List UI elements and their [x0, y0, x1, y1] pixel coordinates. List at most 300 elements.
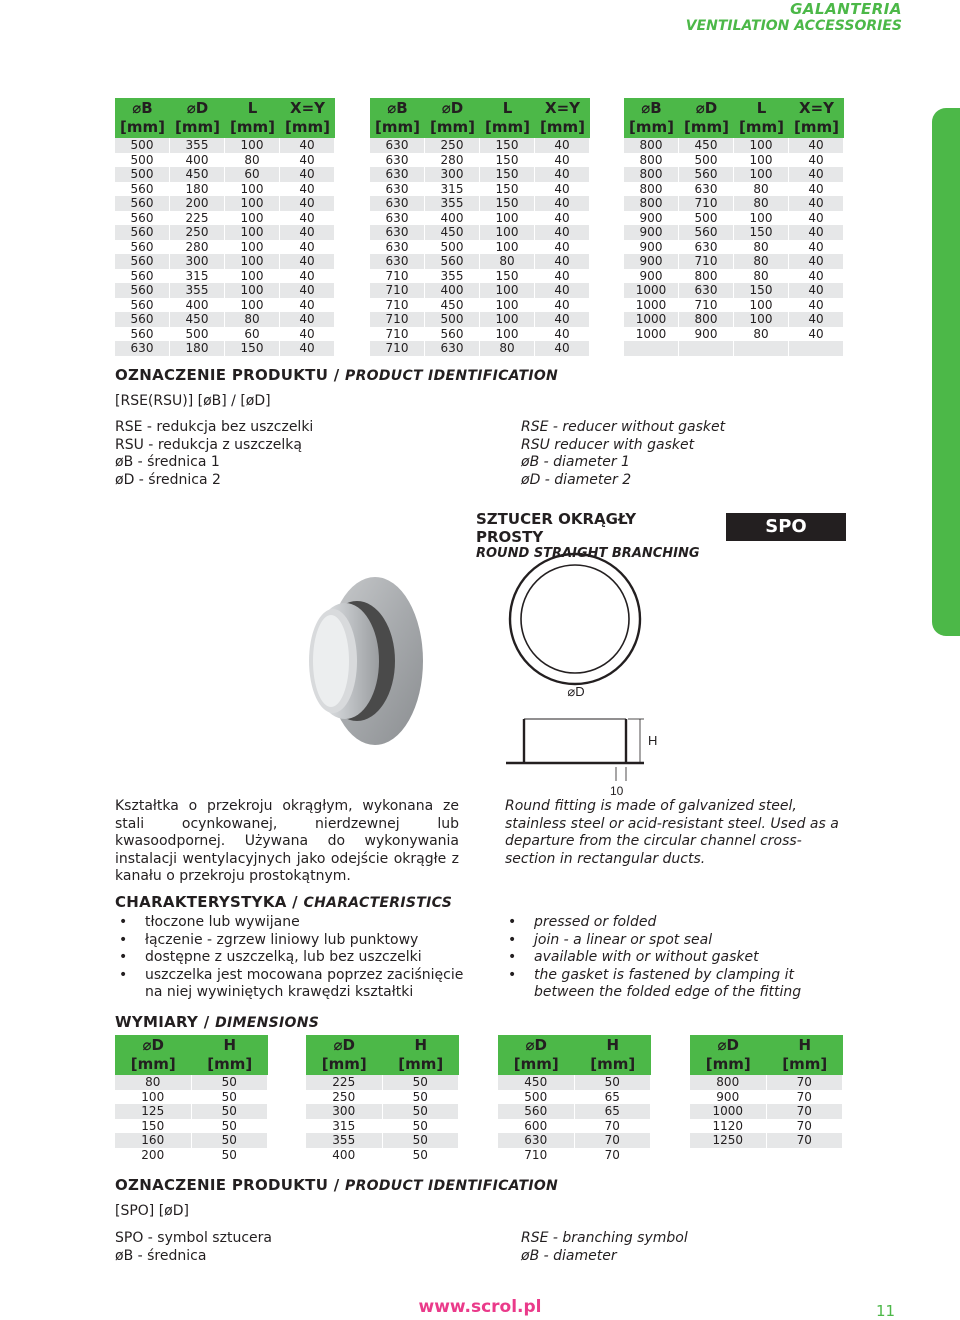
table-cell: 800	[679, 269, 734, 284]
table-cell: 450	[425, 225, 480, 240]
table-cell: 70	[767, 1104, 844, 1119]
char-title	[115, 893, 452, 911]
table-cell: 560	[425, 327, 480, 342]
table-row	[370, 138, 590, 153]
table-row	[498, 1104, 651, 1119]
char-list-en	[504, 914, 854, 1002]
table-cell: 40	[789, 167, 844, 182]
table-cell: 40	[789, 196, 844, 211]
table-cell: 280	[425, 153, 480, 168]
table-cell: 80	[734, 327, 789, 342]
table-cell: 40	[280, 153, 335, 168]
table-cell: 50	[383, 1090, 460, 1105]
rse-col-header: X=Y [mm]	[280, 98, 335, 138]
table-cell: 100	[225, 211, 280, 226]
spo-title-en: ROUND STRAIGHT BRANCHING	[476, 546, 700, 561]
table-row	[370, 312, 590, 327]
table-cell: 800	[624, 167, 679, 182]
table-row	[115, 1075, 268, 1090]
spo-id-pl-line: øB - średnica	[115, 1247, 207, 1264]
table-cell: 100	[734, 298, 789, 313]
table-cell: 630	[115, 341, 170, 356]
table-cell: 630	[370, 138, 425, 153]
table-row	[306, 1119, 459, 1134]
table-row	[370, 254, 590, 269]
table-cell: 450	[170, 167, 225, 182]
table-row	[690, 1119, 843, 1134]
table-cell: 250	[425, 138, 480, 153]
spo-id-en-list	[521, 1230, 688, 1265]
table-cell: 40	[280, 327, 335, 342]
table-cell: 100	[225, 254, 280, 269]
table-row	[690, 1133, 843, 1148]
table-row	[624, 138, 844, 153]
table-cell	[789, 341, 844, 356]
table-cell: 710	[370, 283, 425, 298]
rse-id-title	[115, 366, 558, 384]
table-cell: 65	[575, 1104, 652, 1119]
table-row	[115, 327, 335, 342]
table-row	[498, 1133, 651, 1148]
table-cell: 180	[170, 341, 225, 356]
table-cell: 560	[115, 312, 170, 327]
table-row	[370, 153, 590, 168]
table-row	[370, 341, 590, 356]
table-cell: 710	[370, 341, 425, 356]
table-cell: 560	[115, 269, 170, 284]
table-cell: 150	[480, 167, 535, 182]
table-cell: 125	[115, 1104, 192, 1119]
table-row	[624, 269, 844, 284]
table-cell: 40	[535, 182, 590, 197]
table-cell: 630	[370, 254, 425, 269]
table-cell: 300	[170, 254, 225, 269]
table-cell: 150	[115, 1119, 192, 1134]
rse-col-header: ⌀B [mm]	[370, 98, 425, 138]
table-cell: 150	[480, 269, 535, 284]
table-cell: 100	[225, 283, 280, 298]
char-item-en: • join - a linear or spot seal	[504, 932, 854, 950]
table-cell: 40	[789, 298, 844, 313]
char-list-pl	[115, 914, 465, 1002]
table-cell: 710	[370, 312, 425, 327]
table-row	[115, 283, 335, 298]
table-cell: 50	[192, 1119, 269, 1134]
table-cell: 280	[170, 240, 225, 255]
table-row	[624, 211, 844, 226]
table-cell: 150	[480, 138, 535, 153]
table-cell: 710	[370, 327, 425, 342]
table-cell: 80	[734, 269, 789, 284]
table-cell: 100	[115, 1090, 192, 1105]
table-row	[624, 196, 844, 211]
table-cell: 100	[225, 240, 280, 255]
rse-id-en-line: RSU reducer with gasket	[521, 436, 695, 453]
rse-col-header: ⌀D [mm]	[170, 98, 225, 138]
dim-col-header: H [mm]	[767, 1035, 844, 1075]
table-cell: 40	[789, 312, 844, 327]
table-cell	[624, 341, 679, 356]
table-cell: 100	[734, 312, 789, 327]
table-row	[115, 1148, 268, 1163]
table-cell: 300	[425, 167, 480, 182]
table-cell: 400	[306, 1148, 383, 1163]
table-cell: 70	[767, 1090, 844, 1105]
table-cell: 560	[115, 240, 170, 255]
table-cell: 40	[535, 269, 590, 284]
table-cell: 630	[425, 341, 480, 356]
table-row	[115, 167, 335, 182]
table-row	[370, 225, 590, 240]
table-row	[115, 269, 335, 284]
table-row	[115, 312, 335, 327]
table-cell: 40	[280, 254, 335, 269]
table-row	[115, 138, 335, 153]
table-row	[370, 167, 590, 182]
char-item-en: • the gasket is fastened by clamping it between the folded edge of the fitting	[504, 967, 854, 1002]
spo-id-title-en: PRODUCT IDENTIFICATION	[345, 1178, 559, 1194]
rse-id-title-en: PRODUCT IDENTIFICATION	[345, 368, 559, 384]
char-item-pl: • dostępne z uszczelką, lub bez uszczelki	[115, 949, 465, 967]
table-cell: 900	[624, 211, 679, 226]
table-cell: 900	[624, 225, 679, 240]
table-cell: 100	[225, 298, 280, 313]
table-row	[498, 1075, 651, 1090]
table-cell: 200	[170, 196, 225, 211]
table-cell: 800	[624, 153, 679, 168]
spo-code-badge: SPO	[726, 513, 846, 541]
table-cell: 500	[115, 167, 170, 182]
rse-table-2	[370, 98, 590, 356]
table-cell: 1000	[624, 298, 679, 313]
table-cell: 40	[280, 167, 335, 182]
table-cell: 80	[734, 240, 789, 255]
spo-id-pl-list	[115, 1230, 272, 1265]
table-cell: 50	[192, 1148, 269, 1163]
rse-col-header: ⌀D [mm]	[679, 98, 734, 138]
table-cell: 560	[115, 182, 170, 197]
table-row	[624, 283, 844, 298]
outer-circle	[510, 554, 640, 684]
table-cell: 40	[280, 341, 335, 356]
table-cell: 560	[679, 225, 734, 240]
table-row	[624, 167, 844, 182]
brand-title: GALANTERIA	[790, 0, 902, 18]
table-cell: 40	[280, 138, 335, 153]
table-cell: 40	[535, 196, 590, 211]
table-cell: 100	[225, 269, 280, 284]
table-cell: 80	[225, 312, 280, 327]
table-cell: 40	[535, 138, 590, 153]
table-cell: 40	[789, 269, 844, 284]
table-cell: 630	[370, 225, 425, 240]
spo-product-photo	[295, 576, 425, 746]
table-cell: 900	[624, 254, 679, 269]
table-cell: 100	[734, 211, 789, 226]
table-cell: 100	[480, 211, 535, 226]
table-row	[624, 225, 844, 240]
table-cell: 560	[115, 211, 170, 226]
table-cell: 315	[170, 269, 225, 284]
table-row	[115, 1090, 268, 1105]
dim-table-2	[306, 1035, 459, 1162]
side-tab	[932, 108, 960, 636]
table-row	[115, 225, 335, 240]
table-cell: 40	[535, 240, 590, 255]
rse-col-header: L [mm]	[480, 98, 535, 138]
table-cell: 355	[170, 138, 225, 153]
table-cell: 50	[575, 1075, 652, 1090]
rse-id-pl-line: øD - średnica 2	[115, 471, 221, 488]
table-row	[498, 1119, 651, 1134]
table-cell: 1120	[690, 1119, 767, 1134]
inner-circle	[521, 565, 629, 673]
table-cell: 400	[170, 153, 225, 168]
table-row	[115, 153, 335, 168]
table-cell: 150	[480, 196, 535, 211]
table-cell: 40	[535, 283, 590, 298]
table-cell: 60	[225, 167, 280, 182]
dim-table-4	[690, 1035, 843, 1148]
table-cell: 560	[115, 327, 170, 342]
rse-table-3	[624, 98, 844, 356]
table-cell: 560	[115, 196, 170, 211]
table-cell: 710	[370, 298, 425, 313]
rse-id-en-line: øD - diameter 2	[521, 471, 632, 488]
table-cell: 250	[170, 225, 225, 240]
table-cell: 150	[480, 153, 535, 168]
table-row	[306, 1090, 459, 1105]
brand-subtitle: VENTILATION ACCESSORIES	[685, 18, 902, 34]
table-cell: 630	[679, 240, 734, 255]
table-cell: 500	[679, 153, 734, 168]
table-cell: 40	[535, 254, 590, 269]
rse-col-header: X=Y [mm]	[535, 98, 590, 138]
table-row	[690, 1075, 843, 1090]
table-cell: 450	[679, 138, 734, 153]
table-row	[115, 196, 335, 211]
char-title-pl: CHARAKTERYSTYKA /	[115, 893, 298, 911]
table-cell: 160	[115, 1133, 192, 1148]
table-cell: 500	[679, 211, 734, 226]
table-row	[624, 298, 844, 313]
dim-col-header: ⌀D [mm]	[306, 1035, 383, 1075]
table-cell: 200	[115, 1148, 192, 1163]
table-row	[115, 298, 335, 313]
table-cell: 500	[115, 153, 170, 168]
table-cell: 100	[480, 240, 535, 255]
table-cell: 500	[498, 1090, 575, 1105]
table-cell: 315	[306, 1119, 383, 1134]
table-row	[115, 341, 335, 356]
table-cell: 50	[383, 1075, 460, 1090]
dim-title-en: DIMENSIONS	[215, 1015, 320, 1031]
table-cell: 40	[789, 254, 844, 269]
table-cell: 250	[306, 1090, 383, 1105]
rse-col-header: ⌀B [mm]	[624, 98, 679, 138]
spo-id-title	[115, 1176, 558, 1194]
table-row	[306, 1104, 459, 1119]
table-row	[498, 1148, 651, 1163]
table-cell: 710	[498, 1148, 575, 1163]
table-cell: 80	[480, 254, 535, 269]
table-cell: 50	[192, 1075, 269, 1090]
dim-col-header: ⌀D [mm]	[498, 1035, 575, 1075]
table-row	[370, 196, 590, 211]
table-cell: 450	[498, 1075, 575, 1090]
label-10: 10	[610, 784, 624, 798]
table-cell: 50	[383, 1119, 460, 1134]
table-row	[115, 211, 335, 226]
spo-title-pl: SZTUCER OKRĄGŁY PROSTY	[476, 510, 637, 546]
table-cell: 560	[425, 254, 480, 269]
rse-col-header: ⌀B [mm]	[115, 98, 170, 138]
table-row	[370, 283, 590, 298]
table-cell: 70	[767, 1133, 844, 1148]
rse-id-pl-line: RSE - redukcja bez uszczelki	[115, 419, 314, 435]
table-cell: 150	[734, 225, 789, 240]
char-title-en: CHARACTERISTICS	[303, 895, 453, 911]
table-cell: 40	[280, 225, 335, 240]
table-cell: 560	[115, 298, 170, 313]
table-row	[624, 182, 844, 197]
table-cell: 100	[734, 153, 789, 168]
table-row	[690, 1090, 843, 1105]
table-cell: 560	[115, 254, 170, 269]
table-cell: 40	[535, 211, 590, 226]
table-cell: 40	[789, 327, 844, 342]
table-row	[370, 298, 590, 313]
table-row	[690, 1104, 843, 1119]
dim-col-header: H [mm]	[192, 1035, 269, 1075]
spo-id-title-pl: OZNACZENIE PRODUKTU /	[115, 1176, 340, 1194]
table-cell: 40	[789, 283, 844, 298]
table-cell: 40	[535, 167, 590, 182]
dim-title	[115, 1013, 319, 1031]
table-cell: 50	[192, 1090, 269, 1105]
page-number: 11	[876, 1302, 896, 1320]
table-cell: 355	[170, 283, 225, 298]
rse-id-en-line: RSE - reducer without gasket	[521, 419, 726, 435]
table-cell: 150	[225, 341, 280, 356]
table-cell: 80	[115, 1075, 192, 1090]
table-cell: 40	[535, 153, 590, 168]
dim-title-pl: WYMIARY /	[115, 1013, 210, 1031]
rse-id-code: [RSE(RSU)] [øB] / [øD]	[115, 393, 271, 409]
table-cell: 100	[480, 312, 535, 327]
table-row	[115, 1119, 268, 1134]
table-row	[370, 240, 590, 255]
table-cell: 225	[306, 1075, 383, 1090]
table-cell: 60	[225, 327, 280, 342]
char-item-en: • pressed or folded	[504, 914, 854, 932]
table-cell: 180	[170, 182, 225, 197]
table-cell: 1000	[624, 312, 679, 327]
table-cell: 630	[370, 167, 425, 182]
table-cell: 630	[370, 153, 425, 168]
table-cell: 40	[280, 283, 335, 298]
table-cell: 70	[575, 1148, 652, 1163]
spo-id-pl-line: SPO - symbol sztucera	[115, 1230, 272, 1246]
table-cell: 40	[280, 211, 335, 226]
table-cell: 400	[425, 211, 480, 226]
char-item-pl: • uszczelka jest mocowana poprzez zaciśnięcie na niej wywiniętych krawędzi kształtki	[115, 967, 465, 1002]
table-cell: 70	[575, 1133, 652, 1148]
table-cell: 900	[679, 327, 734, 342]
table-cell: 40	[789, 182, 844, 197]
rse-id-pl-line: øB - średnica 1	[115, 454, 220, 470]
rse-col-header: X=Y [mm]	[789, 98, 844, 138]
table-cell: 70	[575, 1119, 652, 1134]
table-cell: 500	[425, 240, 480, 255]
table-cell: 355	[306, 1133, 383, 1148]
table-cell	[734, 341, 789, 356]
table-cell: 100	[480, 298, 535, 313]
table-cell: 630	[370, 211, 425, 226]
table-cell: 40	[789, 225, 844, 240]
char-item-en: • available with or without gasket	[504, 949, 854, 967]
table-cell: 315	[425, 182, 480, 197]
table-cell: 40	[280, 269, 335, 284]
table-cell: 50	[383, 1133, 460, 1148]
spo-desc-en: Round fitting is made of galvanized steel, stainless steel or acid-resistant steel. Used as a departure from the circular channel cross-section in rectangular ducts.	[505, 798, 839, 867]
rse-table-1	[115, 98, 335, 356]
table-cell: 40	[280, 196, 335, 211]
table-row	[306, 1148, 459, 1163]
table-row	[624, 153, 844, 168]
table-row	[306, 1133, 459, 1148]
spo-id-en-line: RSE - branching symbol	[521, 1230, 688, 1246]
spo-technical-drawing	[500, 545, 680, 805]
table-cell: 800	[679, 312, 734, 327]
table-cell: 40	[280, 182, 335, 197]
dim-table-3	[498, 1035, 651, 1162]
table-cell: 800	[624, 138, 679, 153]
table-cell: 100	[225, 138, 280, 153]
table-row	[624, 254, 844, 269]
table-row	[115, 182, 335, 197]
table-cell: 40	[789, 240, 844, 255]
table-cell: 40	[280, 240, 335, 255]
table-row	[624, 240, 844, 255]
table-row	[115, 254, 335, 269]
dim-col-header: ⌀D [mm]	[690, 1035, 767, 1075]
rse-col-header: L [mm]	[734, 98, 789, 138]
table-cell: 50	[192, 1133, 269, 1148]
table-cell: 560	[498, 1104, 575, 1119]
table-row	[115, 240, 335, 255]
table-cell: 300	[306, 1104, 383, 1119]
table-cell: 40	[789, 153, 844, 168]
table-cell: 630	[679, 182, 734, 197]
table-row	[306, 1075, 459, 1090]
table-cell: 100	[225, 182, 280, 197]
table-cell: 40	[280, 298, 335, 313]
table-cell: 710	[370, 269, 425, 284]
table-cell: 50	[383, 1148, 460, 1163]
table-cell: 560	[115, 283, 170, 298]
table-row	[624, 341, 844, 356]
table-cell: 800	[690, 1075, 767, 1090]
rse-id-en-list	[521, 419, 725, 489]
table-cell: 710	[679, 298, 734, 313]
footer-url[interactable]: www.scrol.pl	[418, 1297, 542, 1317]
table-cell: 40	[535, 312, 590, 327]
table-row	[370, 327, 590, 342]
label-h: H	[648, 733, 658, 748]
table-cell: 600	[498, 1119, 575, 1134]
table-cell: 50	[192, 1104, 269, 1119]
